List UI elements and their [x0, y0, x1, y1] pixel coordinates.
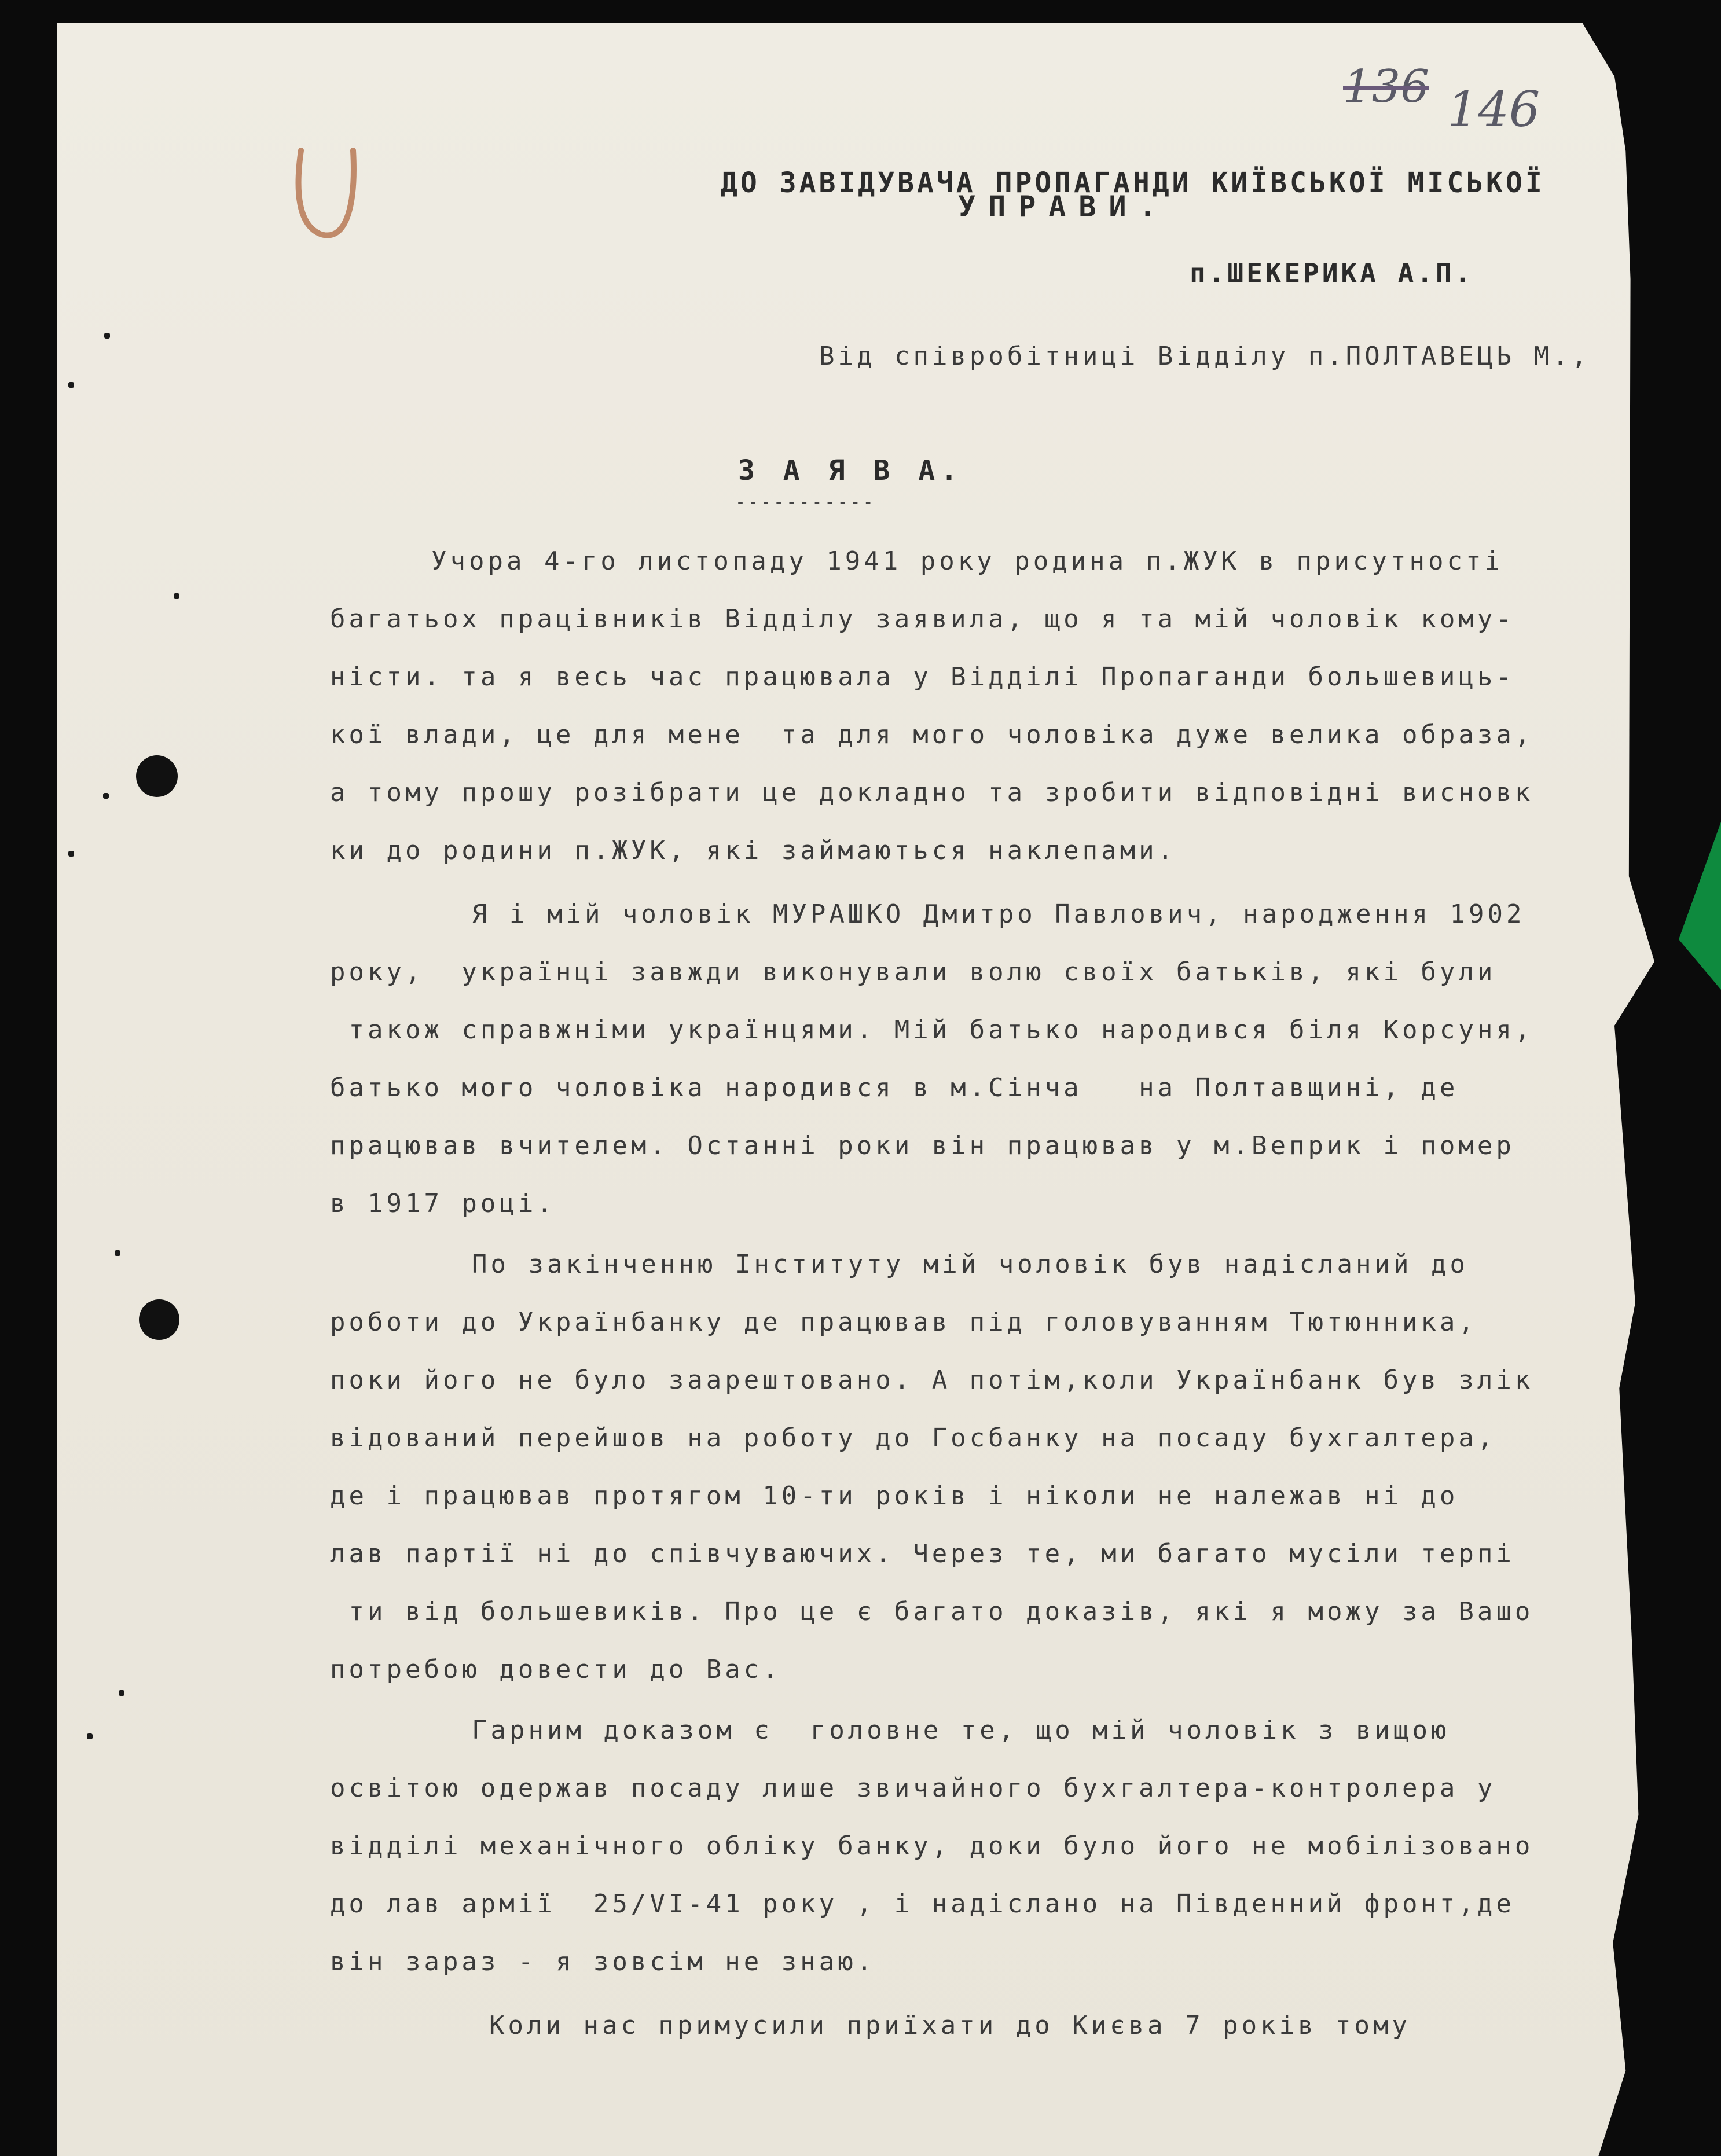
- body-line: лав партії ні до співчуваючих. Через те, ми багато мусіли терпі: [330, 1539, 1515, 1569]
- binding-speck: [119, 1690, 124, 1696]
- binding-speck: [87, 1733, 93, 1739]
- binding-speck: [115, 1250, 120, 1256]
- body-line: відований перейшов на роботу до Госбанку на посаду бухгалтера,: [330, 1423, 1496, 1453]
- body-line: а тому прошу розібрати це докладно та зробити відповідні висновк: [330, 778, 1534, 807]
- body-line: до лав армії 25/VI-41 року , і надіслано на Південний фронт,де: [330, 1889, 1515, 1919]
- body-line: Я і мій чоловік МУРАШКО Дмитро Павлович, народження 1902: [472, 899, 1525, 929]
- body-line: також справжніми українцями. Мій батько народився біля Корсуня,: [330, 1015, 1534, 1045]
- body-line: кої влади, це для мене та для мого чоловіка дуже велика образа,: [330, 720, 1534, 750]
- body-line: роботи до Українбанку де працював під головуванням Тютюнника,: [330, 1307, 1477, 1337]
- page-number: 146: [1447, 81, 1540, 138]
- body-line: ністи. та я весь час працювала у Відділі Пропаганди большевиць-: [330, 662, 1515, 692]
- title-underline: -----------: [735, 492, 876, 512]
- punch-hole: [139, 1299, 179, 1340]
- body-line: освітою одержав посаду лише звичайного бухгалтера-контролера у: [330, 1773, 1496, 1803]
- body-line: працював вчителем. Останні роки він працював у м.Веприк і помер: [330, 1131, 1515, 1160]
- binding-speck: [68, 851, 74, 857]
- body-line: Учора 4-го листопаду 1941 року родина п.ЖУК в присутності: [431, 546, 1503, 576]
- binding-speck: [174, 593, 179, 599]
- binding-speck: [103, 793, 109, 799]
- body-line: По закінченню Інституту мій чоловік був надісланий до: [472, 1250, 1469, 1279]
- body-line: ти від большевиків. Про це є багато доказів, які я можу за Вашо: [330, 1597, 1534, 1626]
- body-line: року, українці завжди виконували волю своїх батьків, які були: [330, 957, 1496, 987]
- recipient-line-1: ДО ЗАВІДУВАЧА ПРОПАГАНДИ КИЇВСЬКОЇ МІСЬКОЇ: [721, 167, 1545, 199]
- body-line: Гарним доказом є головне те, що мій чоловік з вищою: [472, 1716, 1450, 1745]
- binding-speck: [68, 382, 74, 388]
- body-line: багатьох працівників Відділу заявила, що я та мій чоловік кому-: [330, 604, 1515, 634]
- old-page-number: 136: [1343, 61, 1429, 113]
- recipient-name: п.ШЕКЕРИКА А.П.: [1190, 258, 1474, 289]
- body-line: в 1917 році.: [330, 1189, 556, 1218]
- body-line: він зараз - я зовсім не знаю.: [330, 1947, 876, 1977]
- recipient-line-2: УПРАВИ.: [958, 190, 1169, 223]
- body-line: де і працював протягом 10-ти років і ніколи не належав ні до: [330, 1481, 1459, 1511]
- body-line: батько мого чоловіка народився в м.Сінча на Полтавщині, де: [330, 1073, 1459, 1103]
- body-line: відділі механічного обліку банку, доки було його не мобілізовано: [330, 1831, 1534, 1861]
- punch-hole: [136, 755, 178, 797]
- body-line: потребою довести до Вас.: [330, 1655, 781, 1684]
- body-line: ки до родини п.ЖУК, які займаються наклепами.: [330, 836, 1177, 865]
- green-background-strip: [1679, 822, 1721, 990]
- archive-pencil-mark: [289, 139, 365, 249]
- sender-line: Від співробітниці Відділу п.ПОЛТАВЕЦЬ М.,: [819, 341, 1591, 371]
- document-title: З А Я В А.: [738, 454, 963, 487]
- binding-speck: [104, 333, 110, 339]
- body-line: Коли нас примусили приїхати до Києва 7 років тому: [489, 2011, 1411, 2040]
- body-line: поки його не було заарештовано. А потім,коли Українбанк був злік: [330, 1365, 1534, 1395]
